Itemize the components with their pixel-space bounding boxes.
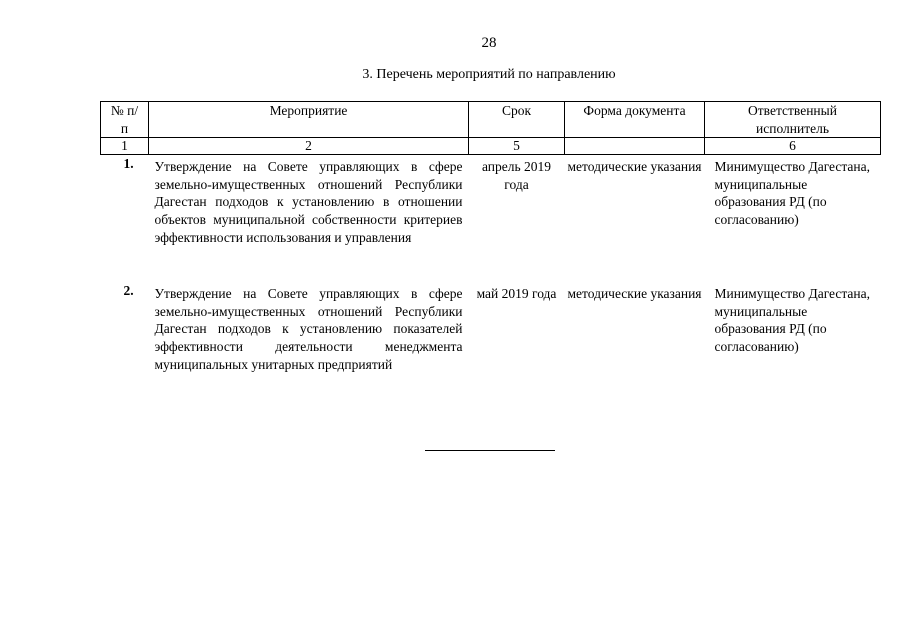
table-header-row bbox=[101, 102, 881, 138]
row-responsible: Минимущество Дагестана, муниципальные образования РД (по согласованию) bbox=[714, 159, 871, 227]
events-table bbox=[100, 101, 881, 409]
header-num: № п/п bbox=[101, 102, 149, 138]
column-number: 2 bbox=[149, 138, 469, 155]
column-number: 6 bbox=[705, 138, 881, 155]
column-number-row bbox=[101, 138, 881, 155]
row-form: методические указания bbox=[567, 286, 702, 302]
row-number: 2. bbox=[123, 283, 134, 299]
row-event: Утверждение на Совете управляющих в сфере земельно-имущественных отношений Республики Дагестан подходов к установлению в отношении объектов муниципальной собственности критериев эффективности использования и управления bbox=[154, 159, 463, 245]
row-form: методические указания bbox=[567, 159, 702, 175]
row-term: май 2019 года bbox=[476, 286, 557, 302]
row-term: апрель 2019 года bbox=[481, 159, 552, 192]
table-row bbox=[101, 282, 881, 409]
column-number bbox=[565, 138, 705, 155]
table-row bbox=[101, 155, 881, 283]
section-title: 3. Перечень мероприятий по направлению bbox=[362, 67, 616, 82]
row-event: Утверждение на Совете управляющих в сфере земельно-имущественных отношений Республики Дагестан подходов к установлению показателей эффективности деятельности менеджмента муниципальных унитарных предприятий bbox=[154, 286, 463, 372]
row-responsible: Минимущество Дагестана, муниципальные образования РД (по согласованию) bbox=[714, 286, 871, 354]
header-responsible: Ответственный исполнитель bbox=[705, 102, 881, 138]
closing-divider bbox=[425, 450, 555, 451]
header-form: Форма документа bbox=[565, 102, 705, 138]
header-term: Срок bbox=[469, 102, 565, 138]
page-number: 28 bbox=[481, 35, 497, 51]
column-number: 5 bbox=[469, 138, 565, 155]
column-number: 1 bbox=[101, 138, 149, 155]
row-number: 1. bbox=[123, 156, 134, 172]
header-event: Мероприятие bbox=[149, 102, 469, 138]
